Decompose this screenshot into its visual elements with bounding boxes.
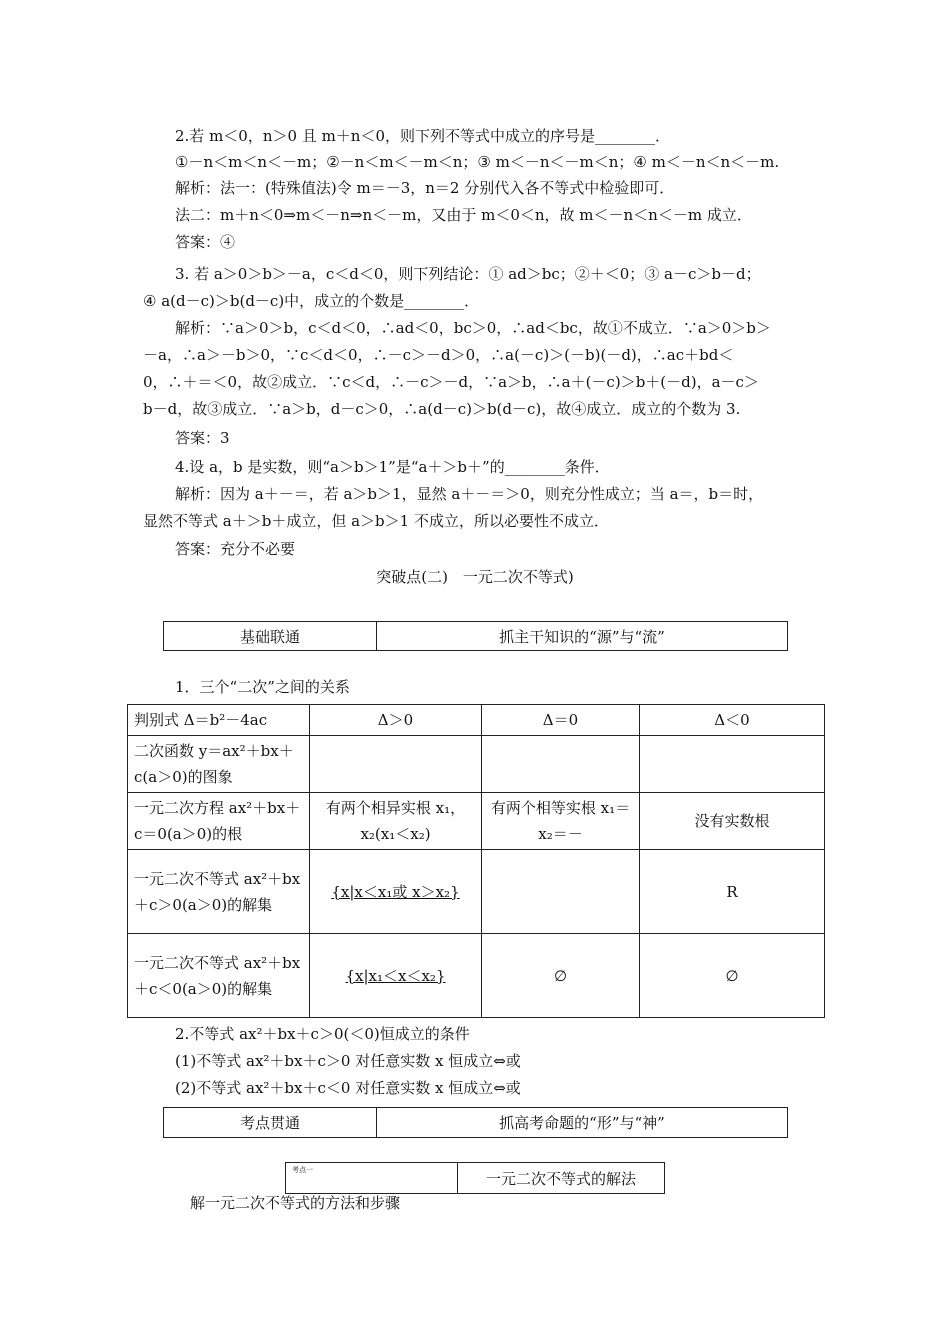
quadratic-relation-table	[127, 704, 825, 1018]
q3-stem-1: 3. 若 a＞0＞b＞－a，c＜d＜0，则下列结论：① ad＞bc；②＋＜0；③ a－c＞b－d；	[175, 265, 761, 283]
method-steps-heading: 解一元二次不等式的方法和步骤	[190, 1194, 401, 1212]
gt-solution-zero	[482, 850, 640, 934]
table-header-zero: Δ＝0	[482, 705, 640, 736]
table-header-discriminant: 判别式 Δ＝b²－4ac	[128, 705, 310, 736]
graph-cell-positive	[310, 736, 482, 793]
bar-basics-left: 基础联通	[239, 627, 300, 646]
item2-line-2: (2)不等式 ax²＋bx＋c＜0 对任意实数 x 恒成立⇔或	[175, 1079, 521, 1097]
lt-solution-zero: ∅	[482, 934, 640, 1018]
table-row	[128, 736, 825, 793]
section-bar-exam	[163, 1107, 788, 1138]
q3-answer: 答案：3	[175, 429, 230, 447]
table-header-positive: Δ＞0	[310, 705, 482, 736]
roots-cell-positive: 有两个相异实根 x₁，x₂(x₁＜x₂)	[310, 793, 482, 850]
table-header-row	[128, 705, 825, 736]
q3-stem-2: ④ a(d－c)＞b(d－c)中，成立的个数是________．	[143, 292, 480, 310]
roots-cell-negative: 没有实数根	[640, 793, 825, 850]
table-header-negative: Δ＜0	[640, 705, 825, 736]
q3-analysis-2: －a，∴a＞－b＞0，∵c＜d＜0，∴－c＞－d＞0，∴a(－c)＞(－b)(－d)，∴ac＋bd＜	[143, 346, 734, 364]
bar-basics-right: 抓主干知识的“源”与“流”	[376, 622, 787, 650]
topic-title: 一元二次不等式的解法	[457, 1163, 664, 1193]
q3-analysis-3: 0，∴＋＝＜0，故②成立．∵c＜d，∴－c＞－d，∵a＞b，∴a＋(－c)＞b＋(－d)，a－c＞	[143, 373, 759, 391]
q4-analysis-2: 显然不等式 a＋＞b＋成立，但 a＞b＞1 不成立，所以必要性不成立．	[143, 512, 609, 530]
row-label-gt-solution: 一元二次不等式 ax²＋bx＋c＞0(a＞0)的解集	[128, 850, 310, 934]
item1-title: 1．三个“二次”之间的关系	[175, 678, 350, 696]
roots-cell-zero: 有两个相等实根 x₁＝x₂＝－	[482, 793, 640, 850]
topic-tag: 考点一	[292, 1166, 313, 1174]
bar-exam-right: 抓高考命题的“形”与“神”	[376, 1108, 787, 1137]
table-row	[128, 850, 825, 934]
lt-solution-positive: {x|x₁＜x＜x₂}	[310, 934, 482, 1018]
graph-cell-zero	[482, 736, 640, 793]
section-bar-basics	[163, 621, 788, 651]
q4-answer: 答案：充分不必要	[175, 540, 296, 558]
row-label-roots: 一元二次方程 ax²＋bx＋c＝0(a＞0)的根	[128, 793, 310, 850]
q2-analysis-2: 法二：m＋n＜0⇒m＜－n⇒n＜－m，又由于 m＜0＜n，故 m＜－n＜n＜－m 成立．	[175, 206, 752, 224]
q2-stem: 2.若 m＜0，n＞0 且 m＋n＜0，则下列不等式中成立的序号是________．	[175, 127, 671, 145]
q2-answer: 答案：④	[175, 233, 236, 251]
q4-analysis-1: 解析：因为 a＋－＝，若 a＞b＞1，显然 a＋－＝＞0，则充分性成立；当 a＝，b＝时，	[175, 485, 764, 503]
gt-solution-positive: {x|x＜x₁或 x＞x₂}	[310, 850, 482, 934]
topic-tag-cell	[286, 1163, 457, 1193]
q4-stem: 4.设 a，b 是实数，则“a＞b＞1”是“a＋＞b＋”的________条件．	[175, 458, 610, 476]
table-row	[128, 934, 825, 1018]
gt-solution-negative: R	[640, 850, 825, 934]
lt-solution-negative: ∅	[640, 934, 825, 1018]
item2-title: 2.不等式 ax²＋bx＋c＞0(＜0)恒成立的条件	[175, 1025, 470, 1043]
q2-analysis-1: 解析：法一：(特殊值法)令 m＝－3，n＝2 分别代入各不等式中检验即可．	[175, 179, 675, 197]
row-label-graph: 二次函数 y＝ax²＋bx＋c(a＞0)的图象	[128, 736, 310, 793]
item2-line-1: (1)不等式 ax²＋bx＋c＞0 对任意实数 x 恒成立⇔或	[175, 1052, 521, 1070]
q3-analysis-1: 解析：∵a＞0＞b，c＜d＜0，∴ad＜0，bc＞0，∴ad＜bc，故①不成立．∵a＞0＞b＞	[175, 319, 771, 337]
bar-exam-left: 考点贯通	[239, 1114, 300, 1132]
row-label-lt-solution: 一元二次不等式 ax²＋bx＋c＜0(a＞0)的解集	[128, 934, 310, 1018]
q2-options: ①－n＜m＜n＜－m；②－n＜m＜－m＜n；③ m＜－n＜－m＜n；④ m＜－n＜n＜－m.	[175, 153, 780, 171]
topic-bar-solving	[285, 1162, 665, 1194]
graph-cell-negative	[640, 736, 825, 793]
table-row	[128, 793, 825, 850]
q3-analysis-4: b－d，故③成立．∵a＞b，d－c＞0，∴a(d－c)＞b(d－c)，故④成立．成立的个数为 3.	[143, 400, 741, 418]
section-title: 突破点(二) 一元二次不等式)	[376, 568, 574, 586]
